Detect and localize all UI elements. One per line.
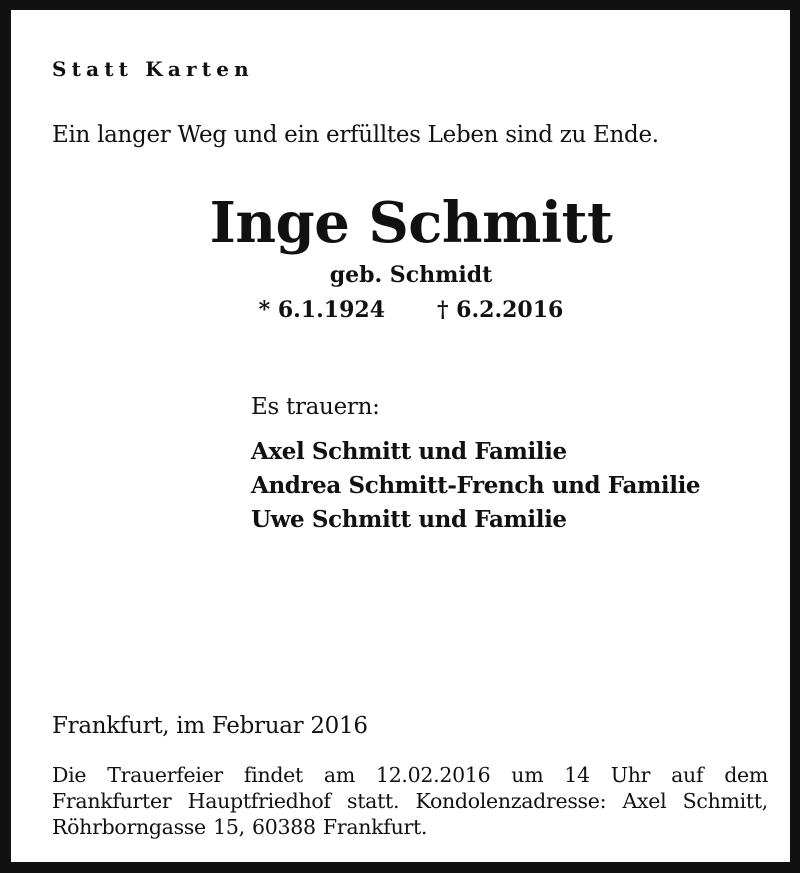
birth-date: * 6.1.1924 [258, 297, 385, 323]
mourner-entry: Uwe Schmitt und Familie [251, 506, 567, 533]
place-and-date: Frankfurt, im Februar 2016 [52, 713, 368, 739]
life-dates [11, 297, 800, 323]
deceased-name: Inge Schmitt [209, 190, 613, 256]
mourners-label: Es trauern: [251, 394, 380, 420]
maiden-name: geb. Schmidt [329, 262, 493, 288]
mourner-entry: Axel Schmitt und Familie [251, 438, 567, 465]
mourner-entry: Andrea Schmitt-French und Familie [251, 472, 701, 499]
header-statt-karten: Statt Karten [52, 57, 254, 81]
death-date: † 6.2.2016 [437, 297, 564, 323]
funeral-notice: Die Trauerfeier findet am 12.02.2016 um 14 Uhr auf dem Frankfurter Hauptfriedhof statt. Kondolenzadresse: Axel Schmitt, Röhrborngasse 15, 60388 Frankfurt. [52, 763, 768, 839]
intro-text: Ein langer Weg und ein erfülltes Leben sind zu Ende. [52, 122, 659, 148]
